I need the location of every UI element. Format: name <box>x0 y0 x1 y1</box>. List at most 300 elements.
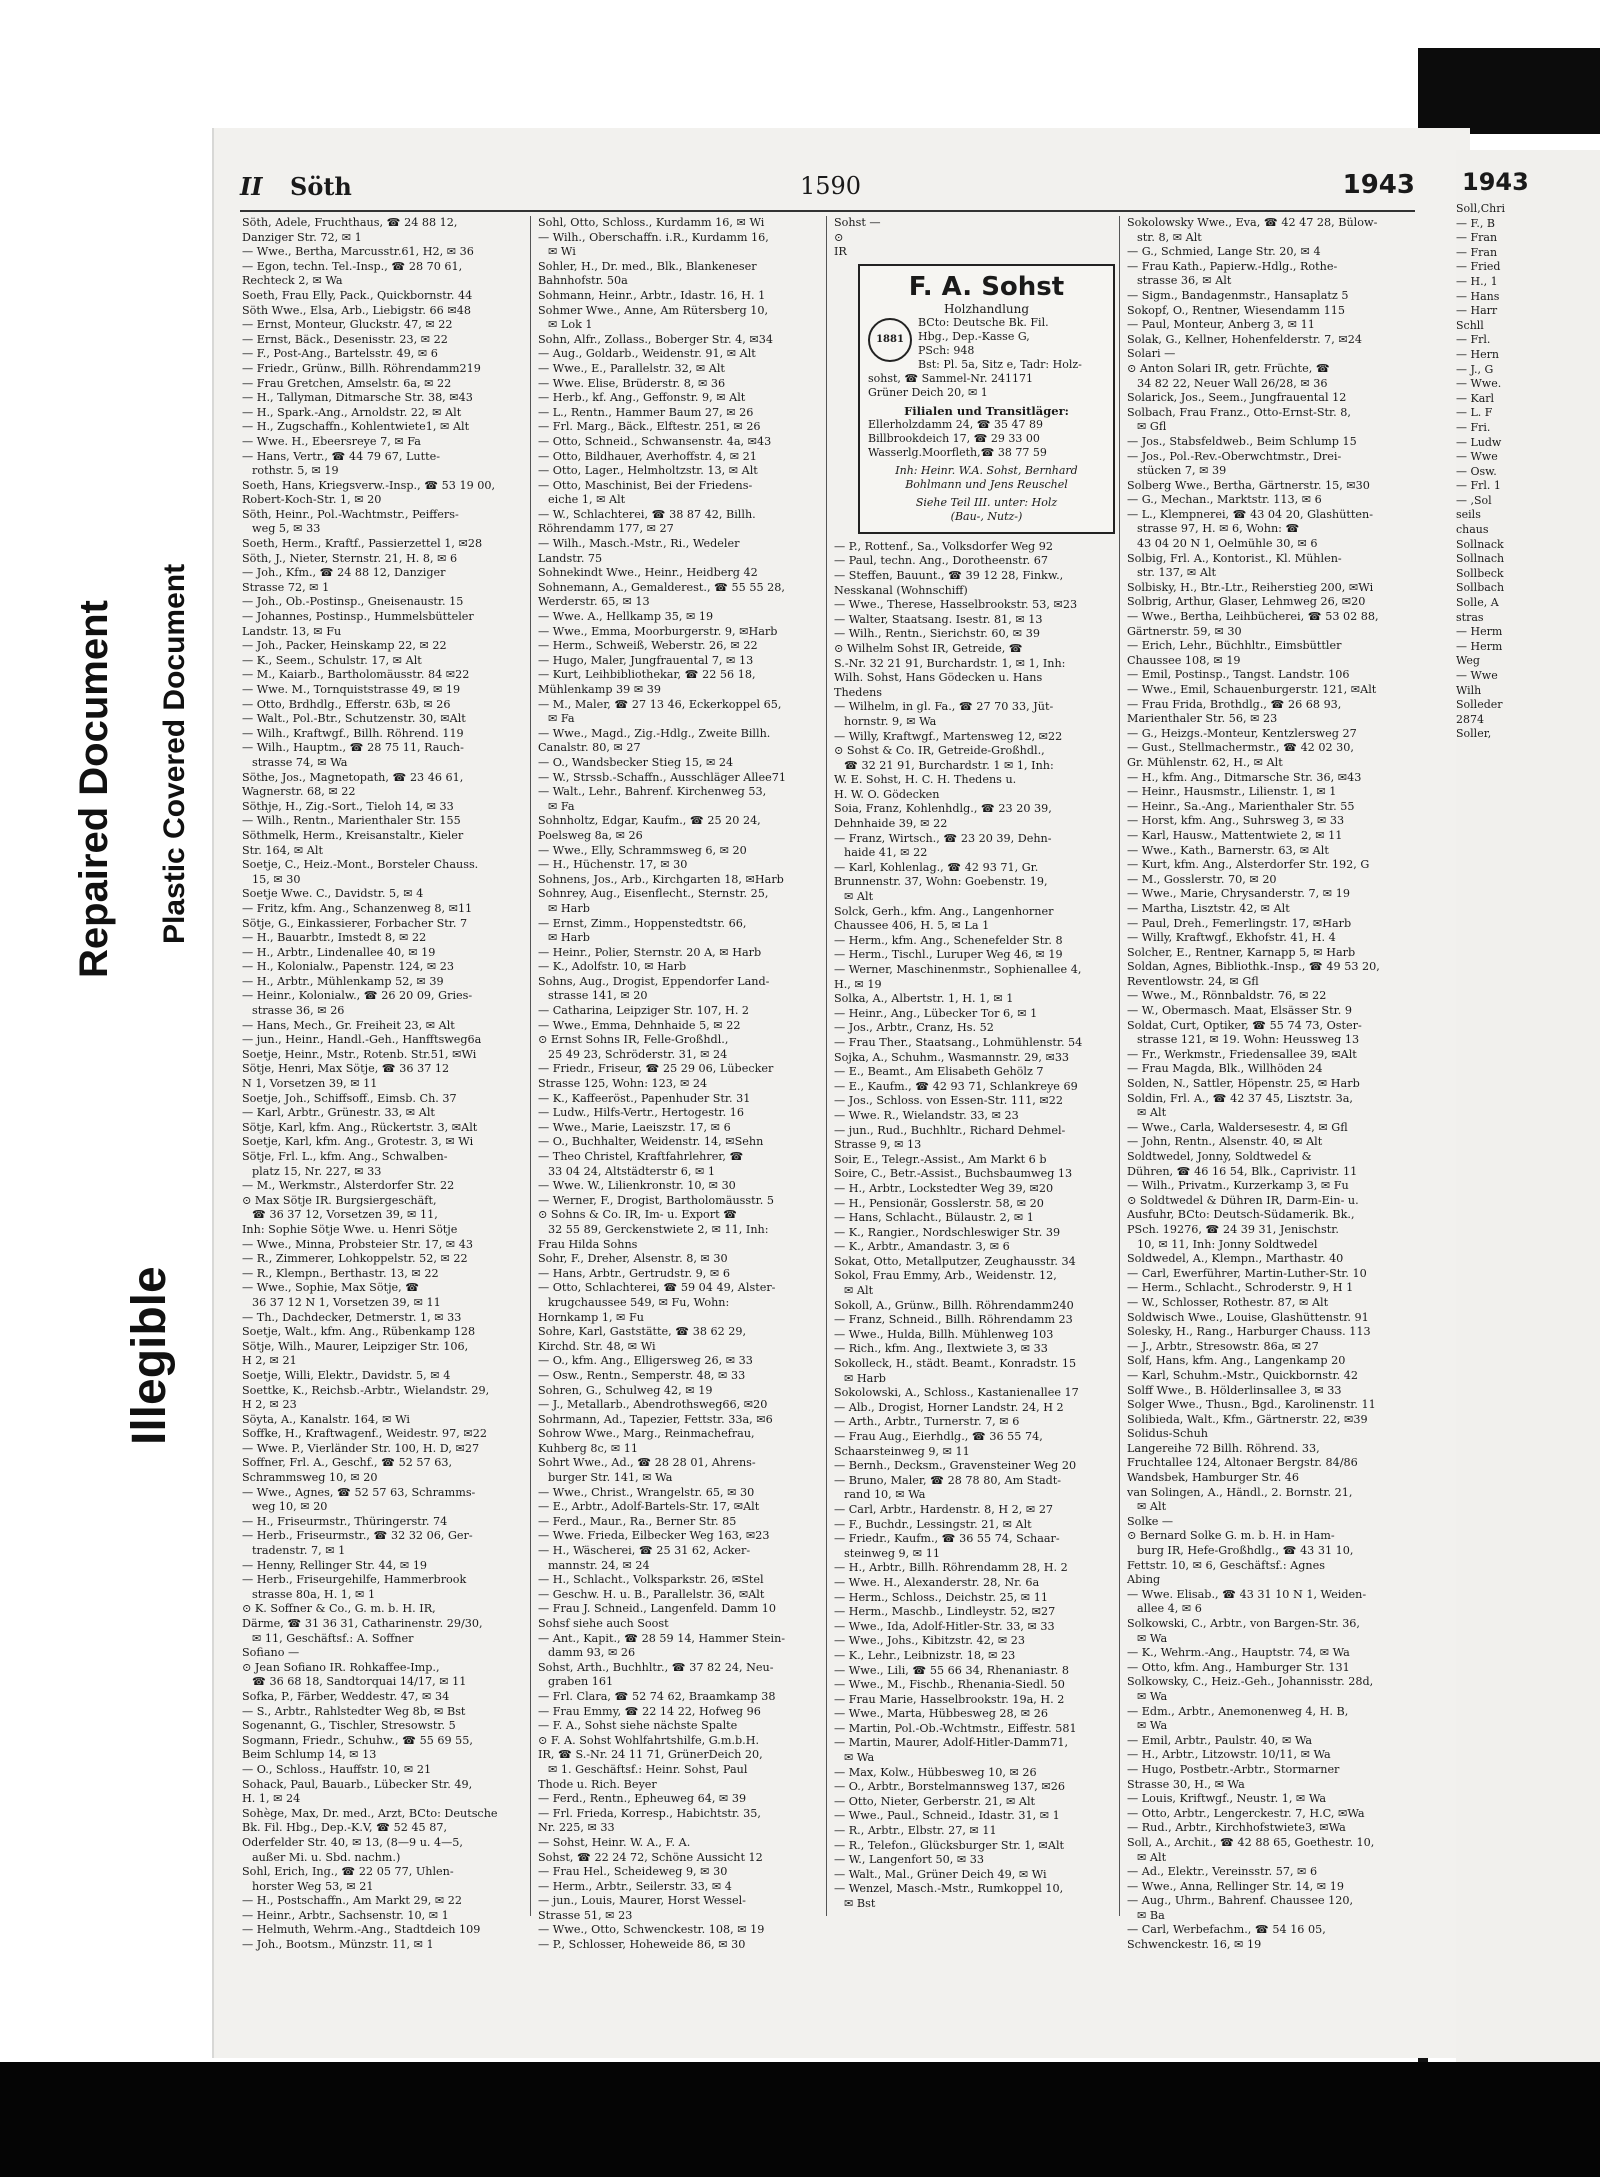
advert-owner: Bohlmann und Jens Reuschel <box>905 477 1068 491</box>
directory-line: strasse 36, ✉ Alt <box>1137 274 1232 288</box>
directory-line: — Sigm., Bandagenmstr., Hansaplatz 5 <box>1127 288 1349 302</box>
adjacent-line: — Harr <box>1456 304 1498 318</box>
directory-line: 43 04 20 N 1, Oelmühle 30, ✉ 6 <box>1137 537 1318 551</box>
column-1 <box>240 216 531 1952</box>
directory-line: Soldin, Frl. A., ☎ 42 37 45, Lisztstr. 3a, <box>1127 1091 1353 1105</box>
directory-line: Sohren, G., Schulweg 42, ✉ 19 <box>538 1383 713 1397</box>
directory-line: — Herm., Schloss., Deichstr. 25, ✉ 11 <box>834 1590 1048 1604</box>
directory-line: — Johannes, Postinsp., Hummelsbütteler <box>242 610 474 624</box>
scan-margin-bottom <box>0 2062 1600 2177</box>
directory-line: Sohler, H., Dr. med., Blk., Blankeneser <box>538 259 757 273</box>
directory-line: — Horst, kfm. Ang., Suhrsweg 3, ✉ 33 <box>1127 814 1345 828</box>
directory-line: — L., Klempnerei, ☎ 43 04 20, Glashütten- <box>1127 507 1374 521</box>
adjacent-line: Soll,Chri <box>1456 202 1505 215</box>
directory-line: — Wwe., Otto, Schwenckestr. 108, ✉ 19 <box>538 1923 765 1937</box>
directory-line: — Helmuth, Wehrm.-Ang., Stadtdeich 109 <box>242 1923 481 1937</box>
directory-line: — Aug., Goldarb., Weidenstr. 91, ✉ Alt <box>538 347 756 361</box>
directory-line: — Frl. Marg., Bäck., Elftestr. 251, ✉ 26 <box>538 420 761 434</box>
directory-line: Sohrmann, Ad., Tapezier, Fettstr. 33a, ✉6 <box>538 1412 773 1426</box>
directory-line: — Jos., Pol.-Rev.-Oberwchtmstr., Drei- <box>1127 449 1342 463</box>
directory-line: PSch. 19276, ☎ 24 39 31, Jenischstr. <box>1127 1222 1339 1236</box>
directory-line: — F. A., Sohst siehe nächste Spalte <box>538 1719 738 1733</box>
directory-line: — Rud., Arbtr., Kirchhofstwiete3, ✉Wa <box>1127 1821 1346 1835</box>
directory-line: — Wwe., Christ., Wrangelstr. 65, ✉ 30 <box>538 1485 755 1499</box>
directory-line: — O., Arbtr., Borstelmannsweg 137, ✉26 <box>834 1780 1065 1794</box>
directory-line: — Frau Marie, Hasselbrookstr. 19a, H. 2 <box>834 1692 1065 1706</box>
directory-line: — Heinr., Ang., Lübecker Tor 6, ✉ 1 <box>834 1006 1038 1020</box>
directory-line: — Herm., Schlacht., Schroderstr. 9, H 1 <box>1127 1281 1354 1295</box>
directory-line: — Paul, Dreh., Femerlingstr. 17, ✉Harb <box>1127 916 1352 930</box>
directory-line: — H., Arbtr., Billh. Röhrendamm 28, H. 2 <box>834 1561 1068 1575</box>
adjacent-line: — Herm <box>1456 639 1503 653</box>
adjacent-page-lines <box>1456 202 1600 742</box>
directory-line: Sohnemann, A., Gemalderest., ☎ 55 55 28, <box>538 580 785 594</box>
directory-line: ✉ Alt <box>1137 1106 1167 1120</box>
directory-line: — Otto, Lager., Helmholtzstr. 13, ✉ Alt <box>538 464 758 478</box>
directory-line: — Wwe. R., Wielandstr. 33, ✉ 23 <box>834 1108 1019 1122</box>
directory-line: IR <box>834 245 847 259</box>
directory-line: — Friedr., Friseur, ☎ 25 29 06, Lübecker <box>538 1062 774 1076</box>
directory-line: ✉ 1. Geschäftsf.: Heinr. Sohst, Paul <box>548 1762 748 1776</box>
directory-line: Solck, Gerh., kfm. Ang., Langenhorner <box>834 904 1054 918</box>
directory-line: — Ernst, Monteur, Gluckstr. 47, ✉ 22 <box>242 318 453 332</box>
directory-line: 10, ✉ 11, Inh: Jonny Soldtwedel <box>1137 1237 1318 1251</box>
volume-number: II <box>240 172 263 201</box>
directory-line: — Karl, Hausw., Mattentwiete 2, ✉ 11 <box>1127 828 1343 842</box>
directory-line: — Frau J. Schneid., Langenfeld. Damm 10 <box>538 1602 776 1616</box>
directory-line: Röhrendamm 177, ✉ 27 <box>538 522 674 536</box>
directory-line: ✉ Alt <box>844 1284 874 1298</box>
directory-line: Solbach, Frau Franz., Otto-Ernst-Str. 8, <box>1127 405 1351 419</box>
directory-line: Canalstr. 80, ✉ 27 <box>538 741 641 755</box>
directory-line: stücken 7, ✉ 39 <box>1137 464 1227 478</box>
directory-line: Poelsweg 8a, ✉ 26 <box>538 828 643 842</box>
directory-line: burger Str. 141, ✉ Wa <box>548 1471 673 1485</box>
directory-line: ⊙ Jean Sofiano IR. Rohkaffee-Imp., <box>242 1660 440 1674</box>
directory-line: strasse 121, ✉ 19. Wohn: Heussweg 13 <box>1137 1033 1360 1047</box>
directory-line: Sohmer Wwe., Anne, Am Rütersberg 10, <box>538 303 769 317</box>
directory-line: haide 41, ✉ 22 <box>844 846 928 860</box>
directory-line: — Wilh., Privatm., Kurzerkamp 3, ✉ Fu <box>1127 1179 1349 1193</box>
directory-line: Fruchtallee 124, Altonaer Bergstr. 84/86 <box>1127 1456 1358 1470</box>
directory-line: — H., Hüchenstr. 17, ✉ 30 <box>538 858 688 872</box>
directory-line: Sohnrey, Aug., Eisenflecht., Sternstr. 25, <box>538 887 769 901</box>
directory-line: Thedens <box>834 685 883 699</box>
directory-line: — Heinr., Polier, Sternstr. 20 A, ✉ Harb <box>538 945 762 959</box>
directory-line: Soetje, Joh., Schiffsoff., Eimsb. Ch. 37 <box>242 1091 457 1105</box>
directory-line: — Herm., Maschb., Lindleystr. 52, ✉27 <box>834 1605 1056 1619</box>
directory-line: — Karl, Kohlenlag., ☎ 42 93 71, Gr. <box>834 860 1039 874</box>
directory-line: Nr. 225, ✉ 33 <box>538 1821 615 1835</box>
advert-subtitle: Holzhandlung <box>943 301 1030 316</box>
directory-line: — Henny, Rellinger Str. 44, ✉ 19 <box>242 1558 428 1572</box>
directory-line: — Otto, kfm. Ang., Hamburger Str. 131 <box>1127 1660 1350 1674</box>
directory-line: — R., Telefon., Glücksburger Str. 1, ✉Alt <box>834 1838 1065 1852</box>
directory-line: — jun., Rud., Buchhltr., Richard Dehmel- <box>834 1123 1066 1137</box>
directory-line: — Hugo, Postbetr.-Arbtr., Stormarner <box>1127 1762 1340 1776</box>
directory-line: Hornkamp 1, ✉ Fu <box>538 1310 644 1324</box>
directory-line: — Jos., Arbtr., Cranz, Hs. 52 <box>834 1021 994 1035</box>
directory-line: — Ferd., Rentn., Epheuweg 64, ✉ 39 <box>538 1792 747 1806</box>
directory-line: — K., Arbtr., Amandastr. 3, ✉ 6 <box>834 1240 1010 1254</box>
directory-line: — Frau Emmy, ☎ 22 14 22, Hofweg 96 <box>538 1704 761 1718</box>
directory-line: — M., Werkmstr., Alsterdorfer Str. 22 <box>242 1179 455 1193</box>
directory-line: — K., Wehrm.-Ang., Hauptstr. 74, ✉ Wa <box>1127 1646 1350 1660</box>
directory-line: — Martin, Pol.-Ob.-Wchtmstr., Eiffestr. 581 <box>834 1721 1077 1735</box>
advert-seal: 1881 <box>868 318 912 362</box>
directory-line: — Herb., Friseurgehilfe, Hammerbrook <box>242 1573 467 1587</box>
directory-line: — Wwe., Magd., Zig.-Hdlg., Zweite Billh. <box>538 726 771 740</box>
directory-line: Solf, Hans, kfm. Ang., Langenkamp 20 <box>1127 1354 1346 1368</box>
directory-line: — Karl, Schuhm.-Mstr., Quickbornstr. 42 <box>1127 1368 1358 1382</box>
directory-line: — Joh., Packer, Heinskamp 22, ✉ 22 <box>242 639 447 653</box>
directory-line: Strasse 72, ✉ 1 <box>242 580 330 594</box>
directory-line: Soldan, Agnes, Bibliothk.-Insp., ☎ 49 53 20, <box>1127 960 1380 974</box>
directory-line: Oderfelder Str. 40, ✉ 13, (8—9 u. 4—5, <box>242 1835 463 1849</box>
adjacent-line: Sollnach <box>1456 552 1505 566</box>
directory-line: Inh: Sophie Sötje Wwe. u. Henri Sötje <box>242 1222 458 1236</box>
directory-line: Langereihe 72 Billh. Röhrend. 33, <box>1127 1441 1320 1455</box>
directory-line: — E., Kaufm., ☎ 42 93 71, Schlankreye 69 <box>834 1079 1078 1093</box>
advert-owners <box>868 464 1105 492</box>
directory-line: — M., Maler, ☎ 27 13 46, Eckerkoppel 65, <box>538 697 782 711</box>
directory-line: — Wwe., Marta, Hübbesweg 28, ✉ 26 <box>834 1707 1048 1721</box>
directory-line: Thode u. Rich. Beyer <box>538 1777 657 1791</box>
directory-line: — Otto, Brdhdlg., Efferstr. 63b, ✉ 26 <box>242 697 451 711</box>
directory-line: — H., Zugschaffn., Kohlentwiete1, ✉ Alt <box>242 420 470 434</box>
directory-line: Kuhberg 8c, ✉ 11 <box>538 1441 639 1455</box>
directory-line: Sötje, G., Einkassierer, Forbacher Str. 7 <box>242 916 468 930</box>
directory-line: — Franz, Schneid., Billh. Röhrendamm 23 <box>834 1313 1073 1327</box>
directory-line: — Emil, Arbtr., Paulstr. 40, ✉ Wa <box>1127 1733 1313 1747</box>
adjacent-line: Solleder <box>1456 698 1503 712</box>
directory-line: — S., Arbtr., Rahlstedter Weg 8b, ✉ Bst <box>242 1704 466 1718</box>
directory-line: Ausfuhr, BCto: Deutsch-Südamerik. Bk., <box>1127 1208 1355 1222</box>
directory-line: — jun., Louis, Maurer, Horst Wessel- <box>538 1894 746 1908</box>
directory-line: — Friedr., Grünw., Billh. Röhrendamm219 <box>242 361 481 375</box>
directory-line: Brunnenstr. 37, Wohn: Goebenstr. 19, <box>834 875 1048 889</box>
directory-line: — Aug., Uhrm., Bahrenf. Chaussee 120, <box>1127 1894 1354 1908</box>
directory-line: ⊙ Sohst & Co. IR, Getreide-Großhdl., <box>834 744 1045 758</box>
directory-line: Soetje, C., Heiz.-Mont., Borsteler Chauss. <box>242 858 479 872</box>
directory-line: eiche 1, ✉ Alt <box>548 493 626 507</box>
directory-line: — Wwe., E., Parallelstr. 32, ✉ Alt <box>538 361 725 375</box>
directory-line: — Wilh., Rentn., Marienthaler Str. 155 <box>242 814 461 828</box>
directory-line: — Herm., Schweiß, Weberstr. 26, ✉ 22 <box>538 639 758 653</box>
directory-line: — J., Metallarb., Abendrothsweg66, ✉20 <box>538 1398 768 1412</box>
directory-line: Sohnens, Jos., Arb., Kirchgarten 18, ✉Harb <box>538 872 784 886</box>
directory-line: ⊙ F. A. Sohst Wohlfahrtshilfe, G.m.b.H. <box>538 1733 760 1747</box>
directory-line: Sokat, Otto, Metallputzer, Zeughausstr. 34 <box>834 1254 1076 1268</box>
directory-line: — Otto, Schneid., Schwansenstr. 4a, ✉43 <box>538 434 772 448</box>
directory-line: Soeth, Herm., Kraftf., Passierzettel 1, ✉28 <box>242 537 483 551</box>
directory-line: — Bernh., Decksm., Gravensteiner Weg 20 <box>834 1459 1077 1473</box>
directory-line: — H., Kolonialw., Papenstr. 124, ✉ 23 <box>242 960 455 974</box>
directory-line: platz 15, Nr. 227, ✉ 33 <box>252 1164 382 1178</box>
directory-line: — Bruno, Maler, ☎ 28 78 80, Am Stadt- <box>834 1473 1062 1487</box>
directory-line: Str. 164, ✉ Alt <box>242 843 323 857</box>
directory-line: — Wwe. Frieda, Eilbecker Weg 163, ✉23 <box>538 1529 770 1543</box>
directory-line: — Wwe., Bertha, Leihbücherei, ☎ 53 02 88, <box>1127 610 1379 624</box>
directory-line: ☎ 32 21 91, Burchardstr. 1 ✉ 1, Inh: <box>844 758 1054 772</box>
directory-line: — Theo Christel, Kraftfahrlehrer, ☎ <box>538 1150 744 1163</box>
directory-line: Sokoll, A., Grünw., Billh. Röhrendamm240 <box>834 1298 1074 1312</box>
adjacent-line: chaus <box>1456 523 1489 537</box>
directory-line: ⊙ Sohns & Co. IR, Im- u. Export ☎ <box>538 1208 738 1222</box>
directory-line: — W., Schlosser, Rothestr. 87, ✉ Alt <box>1127 1295 1329 1309</box>
adjacent-line: — Herm <box>1456 625 1503 639</box>
directory-line: ✉ Wi <box>548 245 576 259</box>
directory-line: — Gust., Stellmachermstr., ☎ 42 02 30, <box>1127 741 1354 755</box>
directory-line: — Frau Hel., Scheideweg 9, ✉ 30 <box>538 1865 728 1879</box>
directory-line: — H., Tallyman, Ditmarsche Str. 38, ✉43 <box>242 391 473 405</box>
directory-line: Robert-Koch-Str. 1, ✉ 20 <box>242 493 382 507</box>
adjacent-line: — Fran <box>1456 245 1498 259</box>
directory-line: außer Mi. u. Sbd. nachm.) <box>252 1850 401 1864</box>
directory-line: — Edm., Arbtr., Anemonenweg 4, H. B, <box>1127 1704 1349 1718</box>
directory-line: H 2, ✉ 23 <box>242 1398 297 1412</box>
directory-line: — K., Adolfstr. 10, ✉ Harb <box>538 960 687 974</box>
directory-line: rand 10, ✉ Wa <box>844 1488 926 1502</box>
directory-line: — Heinr., Sa.-Ang., Marienthaler Str. 55 <box>1127 799 1355 813</box>
directory-line: — Ernst, Zimm., Hoppenstedtstr. 66, <box>538 916 747 930</box>
directory-line: Sohrow Wwe., Marg., Reinmachefrau, <box>538 1427 755 1441</box>
directory-line: Solari — <box>1127 347 1176 361</box>
directory-line: — Frau Gretchen, Amselstr. 6a, ✉ 22 <box>242 376 452 390</box>
directory-line: — Kurt, kfm. Ang., Alsterdorfer Str. 192, G <box>1127 858 1370 872</box>
directory-line: Beim Schlump 14, ✉ 13 <box>242 1748 377 1762</box>
adjacent-line: Schll <box>1456 318 1484 332</box>
adjacent-line: Soller, <box>1456 727 1492 741</box>
directory-line: Söthmelk, Herm., Kreisanstaltr., Kieler <box>242 828 464 842</box>
directory-line: — Herm., Arbtr., Seilerstr. 33, ✉ 4 <box>538 1879 732 1893</box>
directory-line: Soldwedel, A., Klempn., Marthastr. 40 <box>1127 1252 1344 1266</box>
directory-line: — Frl. Clara, ☎ 52 74 62, Braamkamp 38 <box>538 1689 776 1703</box>
directory-line: Schrammsweg 10, ✉ 20 <box>242 1471 378 1485</box>
directory-line: str. 137, ✉ Alt <box>1137 566 1217 580</box>
directory-line: — Wwe., Therese, Hasselbrookstr. 53, ✉23 <box>834 598 1078 612</box>
directory-line: Sohl, Otto, Schloss., Kurdamm 16, ✉ Wi <box>538 216 765 229</box>
directory-line: Marienthaler Str. 56, ✉ 23 <box>1127 712 1278 726</box>
directory-line: Solak, G., Kellner, Hohenfelderstr. 7, ✉24 <box>1127 332 1362 346</box>
adjacent-line: — Frl. 1 <box>1456 479 1501 493</box>
directory-line: Soldwisch Wwe., Louise, Glashüttenstr. 91 <box>1127 1310 1369 1324</box>
advert-line: BCto: Deutsche Bk. Fil. <box>918 315 1049 329</box>
page-number: 1590 <box>800 172 862 200</box>
directory-line: — Wwe. A., Hellkamp 35, ✉ 19 <box>538 610 714 624</box>
directory-line: Sofka, P., Färber, Weddestr. 47, ✉ 34 <box>242 1689 450 1703</box>
directory-line: ✉ Wa <box>1137 1631 1168 1645</box>
adjacent-line: — Osw. <box>1456 464 1497 478</box>
adjacent-line: — Fried <box>1456 260 1501 274</box>
plastic-covered-label: Plastic Covered Document <box>158 563 191 944</box>
directory-line: Dehnhaide 39, ✉ 22 <box>834 817 948 831</box>
advert-company: F. A. Sohst <box>908 271 1065 302</box>
directory-line: Mühlenkamp 39 ✉ 39 <box>538 683 662 696</box>
directory-line: Söthe, Jos., Magnetopath, ☎ 23 46 61, <box>242 770 464 784</box>
directory-line: — Wwe. Elisab., ☎ 43 31 10 N 1, Weiden- <box>1127 1587 1367 1601</box>
directory-line: — Werner, F., Drogist, Bartholomäusstr. 5 <box>538 1193 774 1207</box>
directory-line: — Wwe., Johs., Kibitzstr. 42, ✉ 23 <box>834 1634 1025 1648</box>
advert-note <box>868 496 1105 524</box>
directory-line: Soetje, Walt., kfm. Ang., Rübenkamp 128 <box>242 1325 476 1339</box>
directory-line: Sokopf, O., Rentner, Wiesendamm 115 <box>1127 303 1345 317</box>
directory-line: — Joh., Kfm., ☎ 24 88 12, Danziger <box>242 566 446 580</box>
directory-line: — Hans, Vertr., ☎ 44 79 67, Lutte- <box>242 449 440 463</box>
directory-line: — Wwe., Bertha, Marcusstr.61, H2, ✉ 36 <box>242 245 474 259</box>
scan-dark-corner <box>1418 48 1600 134</box>
advert-branches <box>868 418 1105 460</box>
directory-line: — Th., Dachdecker, Detmerstr. 1, ✉ 33 <box>242 1310 462 1324</box>
directory-line: — Otto, Arbtr., Lengerckestr. 7, H.C, ✉Wa <box>1127 1806 1365 1820</box>
directory-line: — Arth., Arbtr., Turnerstr. 7, ✉ 6 <box>834 1415 1020 1429</box>
directory-line: damm 93, ✉ 26 <box>548 1646 636 1660</box>
directory-line: Sojka, A., Schuhm., Wasmannstr. 29, ✉33 <box>834 1050 1070 1064</box>
directory-line: — Ferd., Maur., Ra., Berner Str. 85 <box>538 1514 737 1528</box>
directory-line: — Steffen, Bauunt., ☎ 39 12 28, Finkw., <box>834 568 1064 582</box>
adjacent-line: — Wwe <box>1456 450 1498 464</box>
directory-line: — Geschw. H. u. B., Parallelstr. 36, ✉Alt <box>538 1587 765 1601</box>
directory-line: — E., Beamt., Am Elisabeth Gehölz 7 <box>834 1065 1044 1079</box>
directory-line: Sohns, Aug., Drogist, Eppendorfer Land- <box>538 974 770 988</box>
directory-line: Kirchd. Str. 48, ✉ Wi <box>538 1339 656 1353</box>
directory-line: — G., Mechan., Marktstr. 113, ✉ 6 <box>1127 493 1322 507</box>
directory-line: — H., Bauarbtr., Imstedt 8, ✉ 22 <box>242 931 427 945</box>
directory-line: — Osw., Rentn., Semperstr. 48, ✉ 33 <box>538 1368 746 1382</box>
column-3 <box>832 216 1120 1916</box>
directory-line: — O., Schloss., Hauffstr. 10, ✉ 21 <box>242 1762 432 1776</box>
illegible-label: Illegible <box>123 1266 176 1445</box>
directory-line: Soettke, K., Reichsb.-Arbtr., Wielandstr. 29, <box>242 1383 490 1397</box>
adjacent-line: 2874 <box>1456 712 1484 726</box>
directory-line: Soia, Franz, Kohlenhdlg., ☎ 23 20 39, <box>834 802 1052 816</box>
directory-line: — H., Arbtr., Lindenallee 40, ✉ 19 <box>242 945 436 959</box>
directory-line: — Ludw., Hilfs-Vertr., Hertogestr. 16 <box>538 1106 744 1120</box>
directory-line: — Walt., Lehr., Bahrenf. Kirchenweg 53, <box>538 785 767 799</box>
directory-line: — M., Gosslerstr. 70, ✉ 20 <box>1127 872 1277 886</box>
directory-line: — John, Rentn., Alsenstr. 40, ✉ Alt <box>1127 1135 1323 1149</box>
directory-line: — K., Seem., Schulstr. 17, ✉ Alt <box>242 653 422 667</box>
directory-line: ✉ Harb <box>548 901 590 915</box>
directory-line: — Wwe., Marie, Chrysanderstr. 7, ✉ 19 <box>1127 887 1350 901</box>
directory-line: Fettstr. 10, ✉ 6, Geschäftsf.: Agnes <box>1127 1558 1325 1572</box>
directory-line: — W., Langenfort 50, ✉ 33 <box>834 1853 985 1867</box>
column-3-top <box>832 216 1119 260</box>
directory-line: ✉ Fa <box>548 799 575 813</box>
directory-line: — Sohst, Heinr. W. A., F. A. <box>538 1835 691 1849</box>
directory-line: — Kurt, Leihbibliothekar, ☎ 22 56 18, <box>538 668 756 682</box>
directory-line: — P., Schlosser, Hoheweide 86, ✉ 30 <box>538 1938 746 1952</box>
directory-line: Soldtwedel, Jonny, Soldtwedel & <box>1127 1150 1312 1163</box>
directory-line: — Alb., Drogist, Horner Landstr. 24, H 2 <box>834 1400 1064 1414</box>
directory-line: — Wwe. H., Ebeersreye 7, ✉ Fa <box>242 434 421 448</box>
directory-line: Solbisky, H., Btr.-Ltr., Reiherstieg 200, ✉Wi <box>1127 580 1374 594</box>
directory-line: — H., Wäscherei, ☎ 25 31 62, Acker- <box>538 1544 751 1558</box>
directory-line: ✉ Gfl <box>1137 420 1167 434</box>
adjacent-line: — Karl <box>1456 391 1495 405</box>
directory-line: ⊙ Wilhelm Sohst IR, Getreide, ☎ <box>834 641 1023 655</box>
directory-line: — Wenzel, Masch.-Mstr., Rumkoppel 10, <box>834 1882 1064 1896</box>
directory-line: — J., Arbtr., Stresowstr. 86a, ✉ 27 <box>1127 1339 1319 1353</box>
directory-line: — H., Schlacht., Volksparkstr. 26, ✉Stel <box>538 1573 764 1587</box>
directory-line: — Frau Frida, Brothdlg., ☎ 26 68 93, <box>1127 697 1342 711</box>
adjacent-line: — F., B <box>1456 216 1495 230</box>
directory-line: Soll, A., Archit., ☎ 42 88 65, Goethestr. 10, <box>1127 1835 1375 1849</box>
directory-line: Sokolowski, A., Schloss., Kastanienallee 17 <box>834 1386 1079 1400</box>
directory-line: Soldat, Curt, Optiker, ☎ 55 74 73, Oster- <box>1127 1018 1362 1032</box>
directory-line: W. E. Sohst, H. C. H. Thedens u. <box>834 773 1017 787</box>
directory-line: Sohnholtz, Edgar, Kaufm., ☎ 25 20 24, <box>538 814 761 828</box>
directory-line: Sötje, Frl. L., kfm. Ang., Schwalben- <box>242 1150 448 1163</box>
advert-line: Grüner Deich 20, ✉ 1 <box>868 385 988 399</box>
adjacent-line: — Frl. <box>1456 333 1491 347</box>
directory-line: — Fritz, kfm. Ang., Schanzenweg 8, ✉11 <box>242 901 473 915</box>
directory-line: Chaussee 108, ✉ 19 <box>1127 653 1241 667</box>
advert-line: Hbg., Dep.-Kasse G, <box>918 329 1030 343</box>
directory-line: ✉ Harb <box>844 1371 886 1385</box>
directory-line: Sohsf siehe auch Soost <box>538 1617 669 1630</box>
directory-line: — F., Post-Ang., Bartelsstr. 49, ✉ 6 <box>242 347 438 361</box>
directory-line: — Carl, Werbefachm., ☎ 54 16 05, <box>1127 1923 1326 1937</box>
directory-line: — K., Rangier., Nordschleswiger Str. 39 <box>834 1225 1061 1239</box>
directory-line: rothstr. 5, ✉ 19 <box>252 464 339 478</box>
directory-line: — H., Arbtr., Lockstedter Weg 39, ✉20 <box>834 1181 1054 1195</box>
directory-line: — Wwe., Kath., Barnerstr. 63, ✉ Alt <box>1127 843 1329 857</box>
directory-line: — Otto, Bildhauer, Averhoffstr. 4, ✉ 21 <box>538 449 757 463</box>
directory-line: — Wwe., Elly, Schrammsweg 6, ✉ 20 <box>538 843 747 857</box>
directory-line: — Otto, Maschinist, Bei der Friedens- <box>538 478 753 492</box>
directory-line: — P., Rottenf., Sa., Volksdorfer Weg 92 <box>834 539 1054 553</box>
directory-line: Sohn, Alfr., Zollass., Boberger Str. 4, ✉34 <box>538 332 773 346</box>
advert-branch: Ellerholzdamm 24, ☎ 35 47 89 <box>868 417 1043 431</box>
directory-line: Soetje, Karl, kfm. Ang., Grotestr. 3, ✉ Wi <box>242 1135 474 1149</box>
directory-line: Sohnekindt Wwe., Heinr., Heidberg 42 <box>538 566 758 580</box>
directory-line: Sohst, Arth., Buchhltr., ☎ 37 82 24, Neu- <box>538 1660 774 1674</box>
directory-line: hornstr. 9, ✉ Wa <box>844 714 937 728</box>
adjacent-line: — L. F <box>1456 406 1493 420</box>
directory-line: Solke — <box>1127 1514 1174 1528</box>
adjacent-page-year: 1943 <box>1462 168 1529 196</box>
directory-line: Strasse 125, Wohn: 123, ✉ 24 <box>538 1077 708 1091</box>
advert-note-line: Siehe Teil III. unter: Holz <box>915 495 1058 509</box>
directory-line: — Martin, Maurer, Adolf-Hitler-Damm71, <box>834 1736 1069 1750</box>
directory-line: — K., Lehr., Leibnizstr. 18, ✉ 23 <box>834 1648 1016 1662</box>
directory-line: Solesky, H., Rang., Harburger Chauss. 113 <box>1127 1325 1371 1339</box>
directory-line: H. W. O. Gödecken <box>834 787 940 801</box>
directory-line: — Fr., Werkmstr., Friedensallee 39, ✉Alt <box>1127 1047 1357 1061</box>
directory-line: Sohre, Karl, Gaststätte, ☎ 38 62 29, <box>538 1325 747 1339</box>
advert-owner: Inh: Heinr. W.A. Sohst, Bernhard <box>895 463 1078 477</box>
directory-line: Solden, N., Sattler, Höpenstr. 25, ✉ Harb <box>1127 1077 1360 1091</box>
directory-line: — R., Zimmerer, Lohkoppelstr. 52, ✉ 22 <box>242 1252 468 1266</box>
header-year: 1943 <box>1342 170 1415 200</box>
adjacent-line: Wilh <box>1456 683 1482 697</box>
header-rule <box>240 210 1415 212</box>
adjacent-line: — Fri. <box>1456 420 1491 434</box>
directory-line: — Friedr., Kaufm., ☎ 36 55 74, Schaar- <box>834 1532 1060 1546</box>
directory-line: — Herm., Tischl., Luruper Weg 46, ✉ 19 <box>834 948 1063 962</box>
directory-line: Solbig, Frl. A., Kontorist., Kl. Mühlen- <box>1127 551 1342 565</box>
advert-branch: Wasserlg.Moorfleth,☎ 38 77 59 <box>868 445 1047 459</box>
directory-line: — Hans, Schlacht., Bülaustr. 2, ✉ 1 <box>834 1211 1034 1225</box>
directory-line: Sohst — <box>834 216 881 229</box>
adjacent-line: — J., G <box>1456 362 1494 376</box>
directory-line: Soetje Wwe. C., Davidstr. 5, ✉ 4 <box>242 887 424 901</box>
adjacent-line: Sollbach <box>1456 581 1505 595</box>
directory-line: ✉ Fa <box>548 712 575 726</box>
directory-line: — Heinr., Arbtr., Sachsenstr. 10, ✉ 1 <box>242 1908 449 1922</box>
directory-line: — Paul, Monteur, Anberg 3, ✉ 11 <box>1127 318 1315 332</box>
